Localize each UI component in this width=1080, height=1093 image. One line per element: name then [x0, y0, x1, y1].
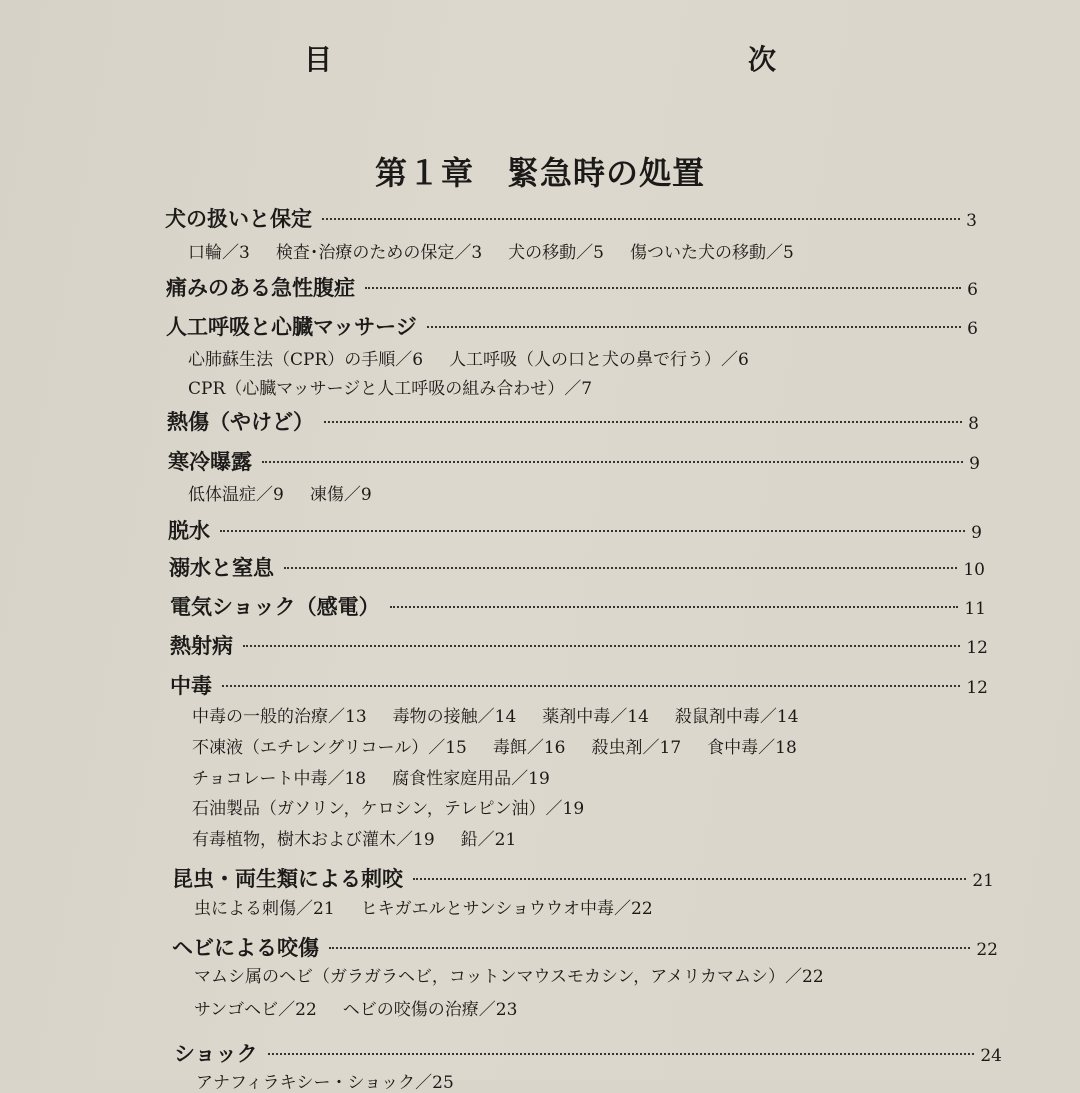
toc-subentry[interactable]: 有毒植物，樹木および灌木／19 [192, 830, 435, 850]
toc-subentries [192, 794, 610, 819]
toc-subentry[interactable]: 殺虫剤／17 [591, 738, 682, 758]
toc-subentries [188, 480, 398, 505]
toc-entry-page: 22 [976, 940, 998, 960]
toc-subentry[interactable]: サンゴヘビ／22 [194, 1000, 317, 1020]
toc-entry-page: 24 [980, 1046, 1002, 1066]
toc-subentry[interactable]: 犬の移動／5 [508, 243, 604, 263]
toc-entry-label: 脱水 [168, 519, 210, 543]
toc-entry-page: 9 [971, 523, 982, 543]
toc-entry[interactable] [166, 272, 978, 302]
toc-entry-label: 熱射病 [170, 634, 233, 658]
toc-entry-page: 21 [972, 871, 994, 891]
toc-subentry[interactable]: 薬剤中毒／14 [542, 707, 649, 727]
toc-subentry[interactable]: 腐食性家庭用品／19 [392, 769, 550, 789]
toc-subentries [188, 374, 618, 399]
toc-subentries [192, 825, 542, 850]
toc-entry[interactable] [166, 311, 978, 341]
toc-subentries [192, 733, 823, 758]
toc-entry-page: 10 [963, 560, 985, 580]
toc-subentry[interactable]: CPR（心臓マッサージと人工呼吸の組み合わせ）／7 [188, 379, 593, 399]
toc-subentry[interactable]: 殺鼠剤中毒／14 [674, 707, 799, 727]
toc-subentries [194, 995, 543, 1020]
chapter-heading: 第１章 緊急時の処置 [374, 154, 705, 192]
toc-entry-label: 中毒 [170, 674, 212, 698]
toc-entry[interactable] [167, 406, 979, 436]
toc-subentry[interactable]: 低体温症／9 [188, 485, 284, 505]
toc-subentry[interactable]: 鉛／21 [460, 830, 517, 850]
toc-entry[interactable] [169, 552, 985, 582]
toc-subentries [194, 962, 850, 987]
toc-entry[interactable] [170, 591, 986, 621]
toc-subentries [188, 345, 775, 370]
toc-subentry[interactable]: 検査･治療のための保定／3 [275, 243, 483, 263]
toc-subentries [188, 238, 820, 263]
toc-entry-page: 12 [966, 638, 988, 658]
toc-entry-page: 3 [966, 211, 977, 231]
toc-subentry[interactable]: 食中毒／18 [707, 738, 797, 758]
toc-subentry[interactable]: 心肺蘇生法（CPR）の手順／6 [188, 350, 424, 370]
toc-subentries [194, 894, 679, 919]
toc-entry-page: 9 [969, 454, 980, 474]
toc-entry[interactable] [168, 515, 982, 545]
toc-entry-label: 溺水と窒息 [169, 556, 274, 580]
toc-entry-page: 6 [967, 319, 978, 339]
toc-entry[interactable] [168, 446, 980, 476]
toc-entry-label: ショック [174, 1042, 258, 1066]
toc-entry-label: 昆虫・両生類による刺咬 [172, 867, 403, 891]
toc-entry-page: 12 [966, 678, 988, 698]
toc-subentry[interactable]: マムシ属のヘビ（ガラガラヘビ，コットンマウスモカシン，アメリカマムシ）／22 [194, 967, 824, 987]
toc-subentry[interactable]: 毒餌／16 [492, 738, 566, 758]
toc-entry-page: 6 [967, 280, 978, 300]
toc-subentry[interactable]: 凍傷／9 [309, 485, 372, 505]
toc-subentry[interactable]: ヘビの咬傷の治療／23 [342, 1000, 518, 1020]
toc-entry[interactable] [174, 1038, 1002, 1068]
toc-entry-label: 電気ショック（感電） [170, 595, 380, 619]
toc-subentry[interactable]: 不凍液（エチレングリコール）／15 [192, 738, 467, 758]
toc-entry-label: 犬の扱いと保定 [165, 207, 312, 231]
toc-subentry[interactable]: 中毒の一般的治療／13 [192, 707, 367, 727]
toc-entry-page: 11 [964, 599, 986, 619]
toc-entry-label: 熱傷（やけど） [167, 410, 314, 434]
toc-entry-label: ヘビによる咬傷 [172, 936, 319, 960]
toc-subentry[interactable]: 人工呼吸（人の口と犬の鼻で行う）／6 [449, 350, 749, 370]
toc-entry[interactable] [172, 863, 994, 893]
toc-subentry[interactable]: 傷ついた犬の移動／5 [629, 243, 794, 263]
toc-entry[interactable] [172, 932, 998, 962]
toc-subentries [192, 764, 576, 789]
toc-entry-label: 寒冷曝露 [168, 450, 252, 474]
toc-subentry[interactable]: チョコレート中毒／18 [192, 769, 367, 789]
toc-subentries [192, 702, 825, 727]
toc-entry-label: 人工呼吸と心臓マッサージ [166, 315, 417, 339]
toc-entry[interactable] [165, 203, 977, 233]
toc-entry-label: 痛みのある急性腹症 [166, 276, 355, 300]
toc-entry-page: 8 [968, 414, 979, 434]
toc-entry[interactable] [170, 630, 988, 660]
toc-entry[interactable] [170, 670, 988, 700]
toc-subentry[interactable]: ヒキガエルとサンショウウオ中毒／22 [360, 899, 653, 919]
toc-subentry[interactable]: 虫による刺傷／21 [194, 899, 335, 919]
toc-subentry[interactable]: 口輪／3 [188, 243, 250, 263]
toc-subentry[interactable]: アナフィラキシー・ショック／25 [196, 1073, 454, 1093]
toc-subentries [196, 1068, 480, 1093]
page-title: 目 次 [303, 43, 896, 76]
toc-subentry[interactable]: 石油製品（ガソリン，ケロシン，テレピン油）／19 [192, 799, 585, 819]
toc-subentry[interactable]: 毒物の接触／14 [392, 707, 517, 727]
